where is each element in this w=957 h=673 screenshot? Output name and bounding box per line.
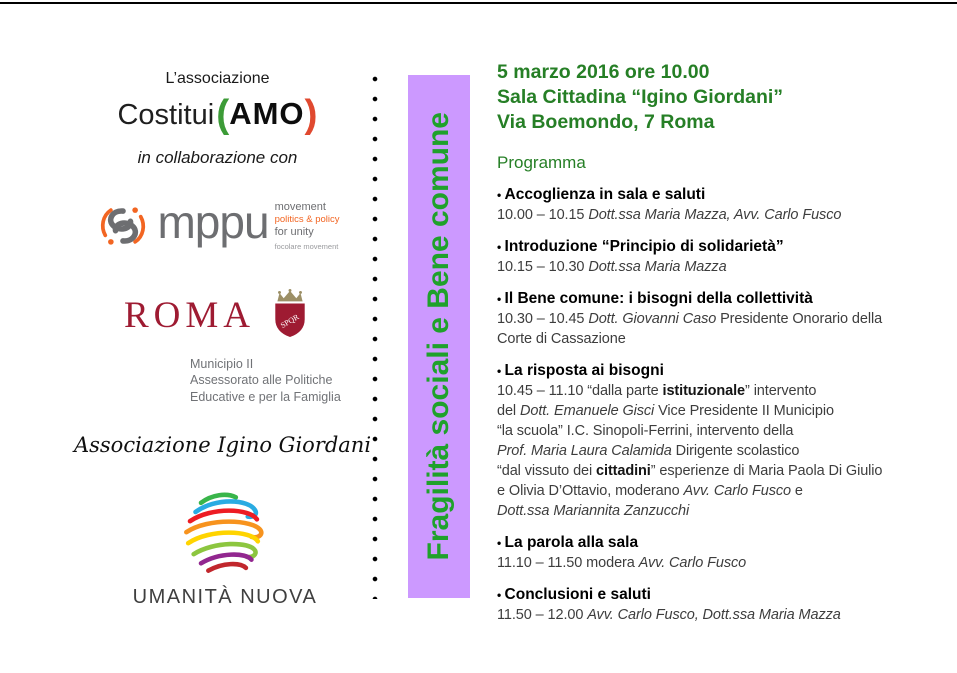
program-list xyxy=(497,185,953,625)
program-item-title-text: La risposta ai bisogni xyxy=(504,362,664,379)
roma-department-line3: Educative e per la Famiglia xyxy=(190,389,341,404)
program-item-detail xyxy=(497,381,953,401)
costituiamo-open-paren-icon: ( xyxy=(216,93,230,136)
program-item xyxy=(497,361,953,521)
mppu-tagline-line2: politics & policy xyxy=(274,214,340,226)
costituiamo-prefix: Costitui xyxy=(117,99,215,131)
program-detail-segment: Dott. Giovanni Caso xyxy=(588,311,717,327)
program-detail-segment: Dirigente scolastico xyxy=(671,443,800,459)
program-detail-segment: “la scuola” I.C. Sinopoli-Ferrini, intervento della xyxy=(497,423,794,439)
collaboration-label: in collaborazione con xyxy=(137,148,298,167)
program-detail-segment: cittadini xyxy=(596,463,651,479)
mppu-tagline xyxy=(275,201,340,251)
umanita-nuova-swirl-icon xyxy=(168,487,278,581)
program-detail-segment: istituzionale xyxy=(662,383,746,399)
program-detail-segment: Avv. Carlo Fusco, Dott.ssa Maria Mazza xyxy=(587,607,841,623)
program-detail-segment: Avv. Carlo Fusco xyxy=(683,483,791,499)
program-item-detail xyxy=(497,309,953,329)
costituiamo-close-paren-icon: ) xyxy=(304,93,318,136)
program-item xyxy=(497,289,953,349)
program-column xyxy=(497,60,953,625)
roma-crest-icon xyxy=(269,288,311,342)
roma-wordmark: ROMA xyxy=(123,295,256,336)
roma-department-line2: Assessorato alle Politiche xyxy=(190,373,333,388)
program-item-title-text: Accoglienza in sala e saluti xyxy=(504,186,706,203)
mppu-wordmark: mppu xyxy=(157,196,269,248)
program-detail-segment: 10.00 – 10.15 xyxy=(497,207,589,223)
program-item-detail xyxy=(497,257,953,277)
association-label: L’associazione xyxy=(165,70,270,87)
event-details xyxy=(497,60,953,135)
costituiamo-amo: AMO xyxy=(229,96,305,131)
program-item-title-text: La parola alla sala xyxy=(504,534,639,551)
program-item-title xyxy=(497,289,953,309)
bullet-icon: • xyxy=(497,536,505,550)
program-item-title xyxy=(497,533,953,553)
program-detail-segment: Dott. Emanuele Gisci xyxy=(519,403,655,419)
program-item-detail xyxy=(497,401,953,421)
program-detail-segment: Dott.ssa Maria Mazza xyxy=(588,259,727,275)
mppu-logo xyxy=(55,198,380,254)
roma-department xyxy=(190,356,341,405)
bullet-icon: • xyxy=(497,364,505,378)
program-item-detail xyxy=(497,461,953,481)
program-item xyxy=(497,185,953,225)
program-detail-segment: e Olivia D’Ottavio, moderano xyxy=(497,483,684,499)
bullet-icon: • xyxy=(497,292,505,306)
program-item-detail xyxy=(497,501,953,521)
costituiamo-logo xyxy=(55,90,380,134)
program-item-title xyxy=(497,185,953,205)
program-detail-segment: 11.50 – 12.00 xyxy=(497,607,588,623)
program-item-title xyxy=(497,585,953,605)
program-item-title xyxy=(497,237,953,257)
program-detail-segment: ” esperienze di Maria Paola Di Giulio xyxy=(650,463,883,479)
program-item-detail xyxy=(497,481,953,501)
program-item xyxy=(497,533,953,573)
program-detail-segment: Dott.ssa Maria Mazza, Avv. Carlo Fusco xyxy=(588,207,842,223)
program-detail-segment: del xyxy=(497,403,520,419)
program-detail-segment: “dal vissuto dei xyxy=(497,463,597,479)
dotted-divider xyxy=(371,75,379,599)
roma-logo xyxy=(55,288,380,342)
event-address: Via Boemondo, 7 Roma xyxy=(497,111,715,133)
title-banner xyxy=(408,75,470,598)
mppu-tagline-line3: for unity xyxy=(274,225,314,238)
program-detail-segment: 10.45 – 11.10 “dalla parte xyxy=(497,383,663,399)
program-detail-segment: Avv. Carlo Fusco xyxy=(638,555,747,571)
roma-department-line1: Municipio II xyxy=(190,357,254,371)
mppu-tagline-line1: movement xyxy=(274,201,326,214)
program-heading: Programma xyxy=(497,153,586,172)
roma-crest-text: SPQR xyxy=(278,312,301,330)
program-detail-segment: Corte di Cassazione xyxy=(497,331,626,347)
program-item-title xyxy=(497,361,953,381)
program-item-title-text: Introduzione “Principio di solidarietà” xyxy=(504,238,784,255)
mppu-swirl-icon xyxy=(95,198,151,254)
program-item-detail xyxy=(497,605,953,625)
mppu-tagline-line4: focolare movement xyxy=(274,241,339,251)
program-detail-segment: e xyxy=(790,483,803,499)
umanita-nuova-label: UMANITÀ NUOVA xyxy=(132,586,318,608)
program-item-detail xyxy=(497,205,953,225)
program-item xyxy=(497,237,953,277)
program-item-title-text: Il Bene comune: i bisogni della collettività xyxy=(504,290,813,307)
program-detail-segment: Vice Presidente II Municipio xyxy=(654,403,834,419)
program-detail-segment: 11.10 – 11.50 modera xyxy=(497,555,639,571)
top-border-line xyxy=(0,2,957,4)
program-detail-segment: Prof. Maria Laura Calamida xyxy=(497,443,672,459)
program-detail-segment: Presidente Onorario della xyxy=(716,311,883,327)
bullet-icon: • xyxy=(497,240,505,254)
program-detail-segment: 10.15 – 10.30 xyxy=(497,259,589,275)
program-detail-segment: ” intervento xyxy=(745,383,817,399)
program-item-detail xyxy=(497,421,953,441)
bullet-icon: • xyxy=(497,188,505,202)
program-detail-segment: 10.30 – 10.45 xyxy=(497,311,589,327)
program-item-detail xyxy=(497,441,953,461)
event-date-time: 5 marzo 2016 ore 10.00 xyxy=(497,61,710,83)
event-venue: Sala Cittadina “Igino Giordani” xyxy=(497,86,784,108)
program-item-detail xyxy=(497,329,953,349)
program-item-detail xyxy=(497,553,953,573)
banner-title: Fragilità sociali e Bene comune xyxy=(422,112,455,561)
bullet-icon: • xyxy=(497,588,505,602)
program-item-title-text: Conclusioni e saluti xyxy=(504,586,651,603)
program-item xyxy=(497,585,953,625)
program-detail-segment: Dott.ssa Mariannita Zanzucchi xyxy=(497,503,690,519)
giordani-association-label: Associazione Igino Giordani xyxy=(73,433,372,457)
